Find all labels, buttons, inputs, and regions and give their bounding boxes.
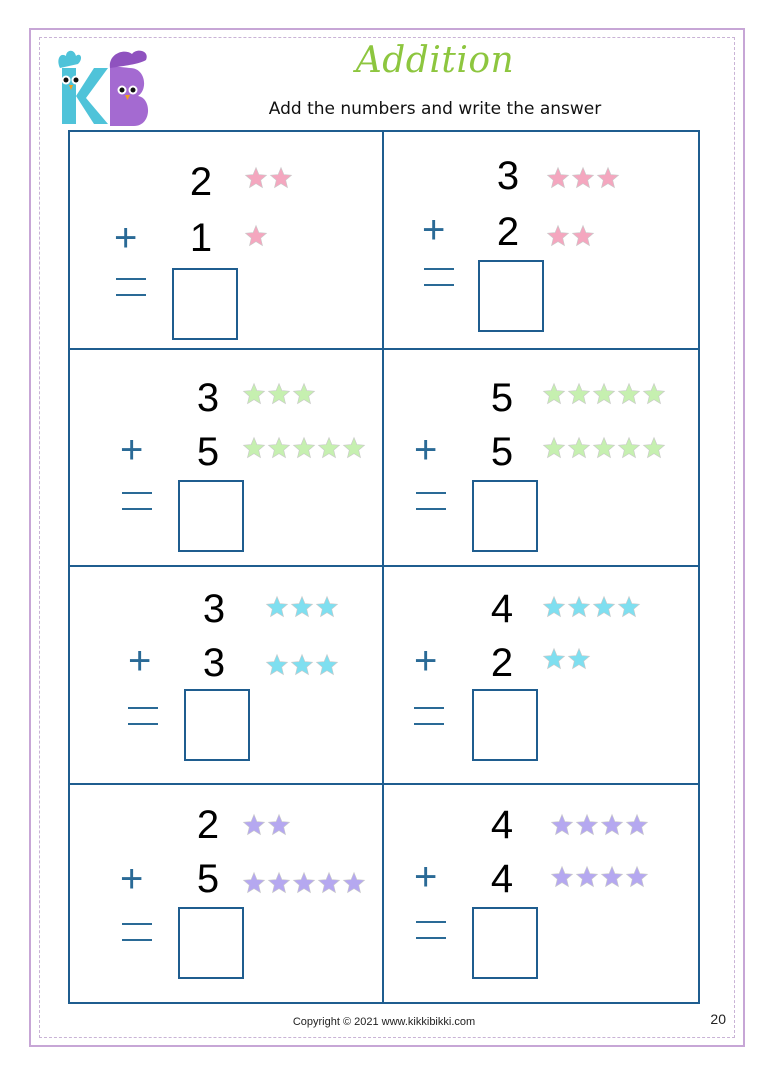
star-icon [542, 436, 566, 460]
star-icon [542, 647, 566, 671]
star-icon [617, 436, 641, 460]
logo-letter-k [58, 51, 108, 124]
equals-sign [122, 492, 152, 510]
star-icon [242, 436, 266, 460]
star-icon [550, 813, 574, 837]
problem-cell [70, 350, 384, 568]
logo-letter-b [110, 51, 148, 126]
equals-sign [424, 268, 454, 286]
star-icon [600, 813, 624, 837]
star-icon [571, 166, 595, 190]
star-icon [342, 436, 366, 460]
addend-a: 4 [490, 587, 514, 631]
star-icon [242, 813, 266, 837]
star-icon [244, 166, 268, 190]
stars-row-b [542, 436, 666, 460]
star-icon [315, 595, 339, 619]
answer-box[interactable] [478, 260, 544, 332]
star-icon [625, 813, 649, 837]
plus-sign: + [114, 216, 138, 260]
stars-row-b [265, 653, 339, 677]
addend-b: 5 [490, 429, 514, 474]
star-icon [315, 653, 339, 677]
answer-box[interactable] [172, 268, 238, 340]
star-icon [625, 865, 649, 889]
star-icon [550, 865, 574, 889]
star-icon [292, 871, 316, 895]
star-icon [575, 813, 599, 837]
star-icon [265, 653, 289, 677]
page-number: 20 [710, 1011, 726, 1027]
stars-row-a [542, 382, 666, 406]
addend-b: 2 [490, 641, 514, 685]
problem-cell [70, 785, 384, 1003]
star-icon [267, 871, 291, 895]
star-icon [642, 436, 666, 460]
problem-cell [384, 567, 698, 785]
plus-sign: + [120, 427, 144, 472]
answer-box[interactable] [184, 689, 250, 761]
problems-grid [68, 130, 700, 1004]
star-icon [567, 595, 591, 619]
addend-b: 4 [490, 856, 514, 901]
star-icon [242, 382, 266, 406]
kikkibikki-logo [54, 46, 154, 130]
problem-cell [384, 132, 698, 350]
addend-a: 2 [196, 802, 220, 847]
star-icon [592, 382, 616, 406]
star-icon [342, 871, 366, 895]
plus-sign: + [414, 427, 438, 472]
addend-a: 4 [490, 802, 514, 847]
copyright: Copyright © 2021 www.kikkibikki.com [292, 1016, 476, 1028]
star-icon [571, 224, 595, 248]
answer-box[interactable] [472, 907, 538, 979]
answer-box[interactable] [472, 480, 538, 552]
star-icon [567, 647, 591, 671]
answer-box[interactable] [178, 907, 244, 979]
plus-sign: + [414, 639, 438, 683]
equals-sign [116, 278, 146, 296]
addend-b: 2 [496, 210, 520, 254]
star-icon [592, 436, 616, 460]
equals-sign [416, 492, 446, 510]
answer-box[interactable] [472, 689, 538, 761]
answer-box[interactable] [178, 480, 244, 552]
star-icon [267, 382, 291, 406]
star-icon [292, 382, 316, 406]
star-icon [617, 382, 641, 406]
stars-row-b [242, 871, 366, 895]
star-icon [546, 166, 570, 190]
stars-row-b [542, 647, 591, 671]
equals-sign [416, 921, 446, 939]
instructions: Add the numbers and write the answer [268, 99, 602, 119]
addend-b: 5 [196, 856, 220, 901]
equals-sign [414, 707, 444, 725]
stars-row-b [550, 865, 649, 889]
star-icon [567, 436, 591, 460]
stars-row-a [542, 595, 641, 619]
star-icon [592, 595, 616, 619]
star-icon [290, 595, 314, 619]
star-icon [567, 382, 591, 406]
star-icon [546, 224, 570, 248]
stars-row-a [242, 813, 291, 837]
star-icon [642, 382, 666, 406]
problem-cell [384, 785, 698, 1003]
star-icon [265, 595, 289, 619]
addend-a: 3 [202, 587, 226, 631]
stars-row-a [550, 813, 649, 837]
stars-row-a [546, 166, 620, 190]
star-icon [600, 865, 624, 889]
addend-a: 5 [490, 375, 514, 420]
star-icon [242, 871, 266, 895]
addend-a: 2 [189, 160, 213, 204]
addend-a: 3 [196, 375, 220, 420]
star-icon [290, 653, 314, 677]
addend-b: 5 [196, 429, 220, 474]
plus-sign: + [422, 208, 446, 252]
stars-row-a [265, 595, 339, 619]
plus-sign: + [120, 856, 144, 901]
stars-row-b [244, 224, 268, 248]
addend-a: 3 [496, 154, 520, 198]
stars-row-a [242, 382, 316, 406]
stars-row-b [242, 436, 366, 460]
star-icon [542, 382, 566, 406]
equals-sign [128, 707, 158, 725]
star-icon [269, 166, 293, 190]
star-icon [267, 436, 291, 460]
star-icon [267, 813, 291, 837]
star-icon [542, 595, 566, 619]
star-icon [317, 871, 341, 895]
problem-cell [384, 350, 698, 568]
equals-sign [122, 923, 152, 941]
star-icon [244, 224, 268, 248]
star-icon [317, 436, 341, 460]
stars-row-a [244, 166, 293, 190]
plus-sign: + [128, 639, 152, 683]
star-icon [596, 166, 620, 190]
addend-b: 3 [202, 641, 226, 685]
problem-cell [70, 567, 384, 785]
star-icon [292, 436, 316, 460]
page-title: Addition [355, 40, 515, 81]
problem-cell [70, 132, 384, 350]
star-icon [617, 595, 641, 619]
stars-row-b [546, 224, 595, 248]
addend-b: 1 [189, 216, 213, 260]
star-icon [575, 865, 599, 889]
plus-sign: + [414, 854, 438, 899]
